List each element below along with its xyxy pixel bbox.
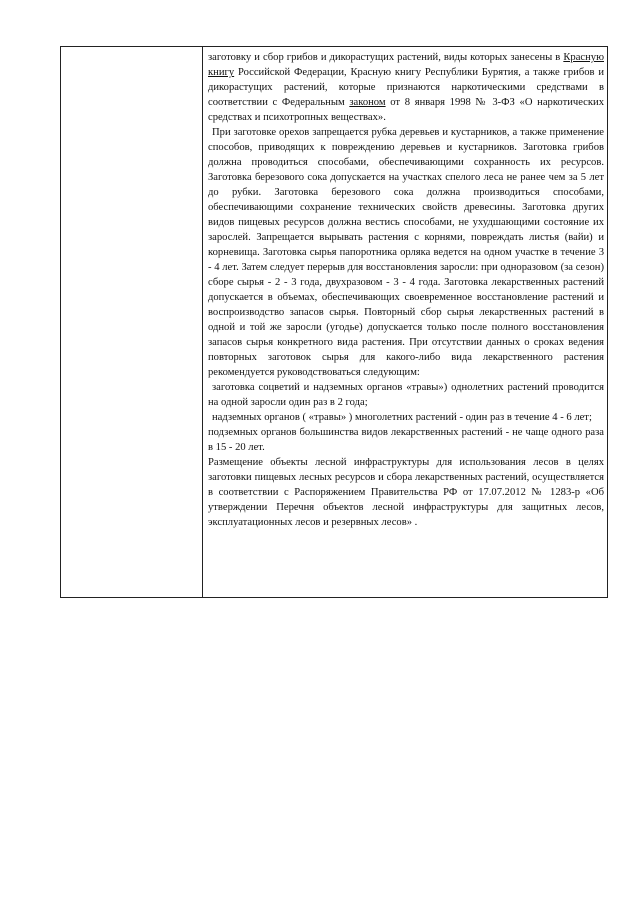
paragraph-2: При заготовке орехов запрещается рубка деревьев и кустарников, а также применение способов, приводящих к повреждению деревьев и кустарников. Заготовка грибов должна проводиться способами, обеспечивающими сохранность их ресурсов. Заготовка березового сока допускается на участках спелого леса не ранее чем за 5 лет до рубки. Заготовка березового сока должна производиться способами, обеспечивающими сохранение технических свойств древесины. Заготовка других видов пищевых ресурсов должна вестись способами, не ухудшающими состояние их зарослей. Запрещается вырывать растения с корнями, повреждать листья (вайи) и корневища. Заготовка сырья папоротника орляка ведется на одном участке в течение 3 - 4 лет. Затем следует перерыв для восстановления заросли: при одноразовом (за сезон) сборе сырья - 2 - 3 года, двухразовом - 3 - 4 года. Заготовка лекарственных растений допускается в объемах, обеспечивающих своевременное восстановление растений и воспроизводство запасов сырья. Повторный сбор сырья лекарственных растений в одной и той же заросли (угодье) допускается только после полного восстановления запасов сырья конкретного вида растения. При отсутствии данных о сроках ведения повторных заготовок сырья для какого-либо вида лекарственного растения рекомендуется руководствоваться следующим: bbox=[208, 127, 604, 378]
paragraph-5: подземных органов большинства видов лекарственных растений - не чаще одного раза в 15 - 20 лет. bbox=[208, 427, 604, 453]
empty-left-cell bbox=[61, 47, 202, 597]
paragraph-3: заготовка соцветий и надземных органов «травы») однолетних растений проводится на одной заросли один раз в 2 года; bbox=[208, 382, 604, 408]
paragraph-6: Размещение объекты лесной инфраструктуры для использования лесов в целях заготовки пищевых лесных ресурсов и сбора лекарственных растений, осуществляется в соответствии с Распоряжением Правительства РФ от 17.07.2012 № 1283-р «Об утверждении Перечня объектов лесной инфраструктуры для защитных лесов, эксплуатационных лесов и резервных лесов» . bbox=[208, 457, 604, 528]
red-book-link[interactable]: Красную книгу bbox=[208, 52, 604, 78]
law-link[interactable]: законом bbox=[349, 97, 386, 108]
p1-text-c: от 8 января 1998 № 3-ФЗ «О наркотических средствах и психотропных веществах». bbox=[208, 97, 604, 123]
document-table bbox=[60, 46, 608, 598]
p1-text-b: Российской Федерации, Красную книгу Республики Бурятия, а также грибов и дикорастущих растений, которые признаются наркотическими средствами в соответствии с Федеральным bbox=[208, 67, 604, 108]
column-divider bbox=[202, 47, 203, 597]
paragraph-4: надземных органов ( «травы» ) многолетних растений - один раз в течение 4 - 6 лет; bbox=[212, 412, 592, 423]
right-cell-text bbox=[208, 50, 604, 530]
p1-text-a: заготовку и сбор грибов и дикорастущих растений, виды которых занесены в bbox=[208, 52, 564, 63]
paragraph-1 bbox=[208, 50, 604, 125]
